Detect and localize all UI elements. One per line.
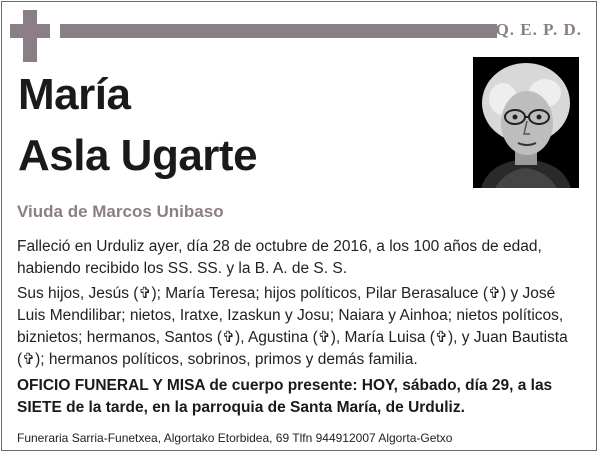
family-paragraph: Sus hijos, Jesús (✞); María Teresa; hijos políticos, Pilar Berasaluce (✞) y José Luis Mendilibar; nietos, Iratxe, Izaskun y Josu; Naiara y Ainhoa; nietos políticos, biznietos; hermanos, Santos (✞), Agustina (✞), María Luisa (✞), y Juan Bautista (✞); hermanos políticos, sobrinos, primos y demás familia. xyxy=(17,285,568,368)
cross-icon xyxy=(10,10,50,62)
funeral-home-footer: Funeraria Sarria-Funetxea, Algortako Etorbidea, 69 Tlfn 944912007 Algorta-Getxo xyxy=(17,431,453,445)
funeral-service-paragraph: OFICIO FUNERAL Y MISA de cuerpo presente: HOY, sábado, día 29, a las SIETE de la tarde, en la parroquia de Santa María, de Urduliz. xyxy=(17,377,553,416)
widow-subtitle: Viuda de Marcos Unibaso xyxy=(17,202,224,221)
portrait-photo xyxy=(473,57,579,188)
deceased-first-name: María xyxy=(18,70,131,119)
deceased-surnames: Asla Ugarte xyxy=(18,131,258,180)
qepd-label: Q. E. P. D. xyxy=(495,20,582,39)
death-notice-paragraph: Falleció en Urduliz ayer, día 28 de octubre de 2016, a los 100 años de edad, habiendo recibido los SS. SS. y la B. A. de S. S. xyxy=(17,238,542,277)
header-bar xyxy=(60,24,497,38)
